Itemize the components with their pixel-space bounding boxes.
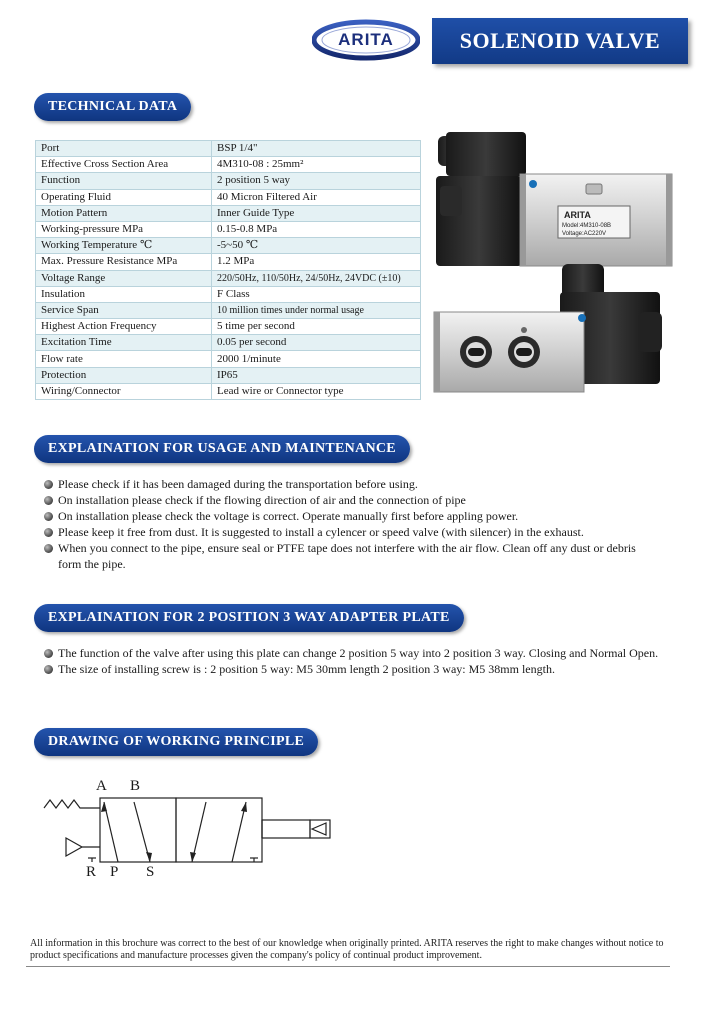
spec-key: Motion Pattern bbox=[36, 205, 212, 221]
list-item-text: On installation please check the voltage is correct. Operate manually first before appling power. bbox=[58, 509, 519, 523]
page-title: SOLENOID VALVE bbox=[432, 18, 688, 64]
port-label-a: A bbox=[96, 778, 107, 794]
list-item-text: The size of installing screw is : 2 position 5 way: M5 30mm length 2 position 3 way: M5 38mm length. bbox=[58, 662, 555, 676]
valve-symbol-diagram bbox=[40, 774, 340, 884]
port-label-p: P bbox=[110, 864, 119, 880]
list-item-text: Please check if it has been damaged during the transportation before using. bbox=[58, 477, 418, 491]
bullet-icon bbox=[44, 480, 53, 489]
spec-key: Voltage Range bbox=[36, 270, 212, 286]
spec-value: 0.15-0.8 MPa bbox=[212, 221, 421, 237]
arita-logo bbox=[312, 18, 420, 62]
logo-text: ARITA bbox=[338, 30, 394, 49]
spec-value: F Class bbox=[212, 286, 421, 302]
working-principle-diagram bbox=[40, 774, 340, 884]
list-item-text: Please keep it free from dust. It is suggested to install a cylencer or speed valve (with silencer) in the exhaust. bbox=[58, 525, 584, 539]
port-label-r: R bbox=[86, 864, 97, 880]
bullet-icon bbox=[44, 512, 53, 521]
spec-value: BSP 1/4" bbox=[212, 141, 421, 157]
section-technical-data: TECHNICAL DATA bbox=[34, 93, 191, 121]
table-row bbox=[36, 270, 421, 286]
spec-value: 2 position 5 way bbox=[212, 173, 421, 189]
table-row bbox=[36, 351, 421, 367]
footer-divider bbox=[26, 966, 670, 967]
bullet-icon bbox=[44, 528, 53, 537]
list-item bbox=[44, 524, 660, 540]
table-row bbox=[36, 157, 421, 173]
spec-key: Protection bbox=[36, 367, 212, 383]
spec-value: 220/50Hz, 110/50Hz, 24/50Hz, 24VDC (±10) bbox=[212, 270, 421, 286]
spec-key: Highest Action Frequency bbox=[36, 319, 212, 335]
table-row bbox=[36, 319, 421, 335]
table-row bbox=[36, 141, 421, 157]
spec-key: Insulation bbox=[36, 286, 212, 302]
table-row bbox=[36, 205, 421, 221]
list-item-text: The function of the valve after using this plate can change 2 position 5 way into 2 position 3 way. Closing and Normal Open. bbox=[58, 646, 659, 660]
spec-value: -5~50 ℃ bbox=[212, 238, 421, 254]
table-row bbox=[36, 254, 421, 270]
spec-key: Function bbox=[36, 173, 212, 189]
table-row bbox=[36, 221, 421, 237]
table-row bbox=[36, 383, 421, 399]
bullet-icon bbox=[44, 544, 53, 553]
spec-value: 2000 1/minute bbox=[212, 351, 421, 367]
spec-key: Operating Fluid bbox=[36, 189, 212, 205]
table-row bbox=[36, 335, 421, 351]
spec-key: Max. Pressure Resistance MPa bbox=[36, 254, 212, 270]
section-working-principle: DRAWING OF WORKING PRINCIPLE bbox=[34, 728, 318, 756]
list-item bbox=[44, 645, 660, 661]
list-item bbox=[44, 540, 660, 572]
table-row bbox=[36, 367, 421, 383]
spec-key: Port bbox=[36, 141, 212, 157]
usage-bullet-list bbox=[44, 476, 660, 572]
spec-key: Excitation Time bbox=[36, 335, 212, 351]
photo-label-model: Model:4M310-08B bbox=[562, 223, 612, 229]
list-item-text: On installation please check if the flowing direction of air and the connection of pipe bbox=[58, 493, 466, 507]
spec-value: IP65 bbox=[212, 367, 421, 383]
list-item bbox=[44, 661, 660, 677]
spec-table bbox=[35, 140, 421, 400]
table-row bbox=[36, 238, 421, 254]
spec-value: 1.2 MPa bbox=[212, 254, 421, 270]
table-row bbox=[36, 302, 421, 318]
section-adapter-plate: EXPLAINATION FOR 2 POSITION 3 WAY ADAPTER PLATE bbox=[34, 604, 464, 632]
bullet-icon bbox=[44, 665, 53, 674]
spec-key: Wiring/Connector bbox=[36, 383, 212, 399]
port-label-b: B bbox=[130, 778, 141, 794]
section-usage-maintenance: EXPLAINATION FOR USAGE AND MAINTENANCE bbox=[34, 435, 410, 463]
spec-value: 0.05 per second bbox=[212, 335, 421, 351]
spec-key: Service Span bbox=[36, 302, 212, 318]
spec-key: Effective Cross Section Area bbox=[36, 157, 212, 173]
table-row bbox=[36, 173, 421, 189]
list-item bbox=[44, 476, 660, 492]
list-item-text: When you connect to the pipe, ensure seal or PTFE tape does not interfere with the air flow. Clean off any dust or debris form the pipe. bbox=[58, 541, 636, 571]
spec-key: Flow rate bbox=[36, 351, 212, 367]
list-item bbox=[44, 492, 660, 508]
spec-key: Working Temperature ℃ bbox=[36, 238, 212, 254]
port-label-s: S bbox=[146, 864, 155, 880]
spec-value: 40 Micron Filtered Air bbox=[212, 189, 421, 205]
bullet-icon bbox=[44, 496, 53, 505]
photo-label-brand: ARITA bbox=[564, 210, 591, 220]
spec-value: 10 million times under normal usage bbox=[212, 302, 421, 318]
solenoid-valve-illustration bbox=[432, 126, 692, 406]
photo-label-voltage: Voltage:AC220V bbox=[562, 231, 607, 237]
table-row bbox=[36, 189, 421, 205]
list-item bbox=[44, 508, 660, 524]
table-row bbox=[36, 286, 421, 302]
spec-key: Working-pressure MPa bbox=[36, 221, 212, 237]
spec-value: 5 time per second bbox=[212, 319, 421, 335]
product-photo bbox=[432, 126, 692, 406]
spec-value: 4M310-08 : 25mm² bbox=[212, 157, 421, 173]
spec-value: Lead wire or Connector type bbox=[212, 383, 421, 399]
spec-value: Inner Guide Type bbox=[212, 205, 421, 221]
adapter-bullet-list bbox=[44, 645, 660, 677]
footer-disclaimer: All information in this brochure was correct to the best of our knowledge when originally printed. ARITA reserves the right to make changes without notice to product specifications and manufacture processes given the company's policy of continual product improvement. bbox=[30, 938, 664, 961]
bullet-icon bbox=[44, 649, 53, 658]
